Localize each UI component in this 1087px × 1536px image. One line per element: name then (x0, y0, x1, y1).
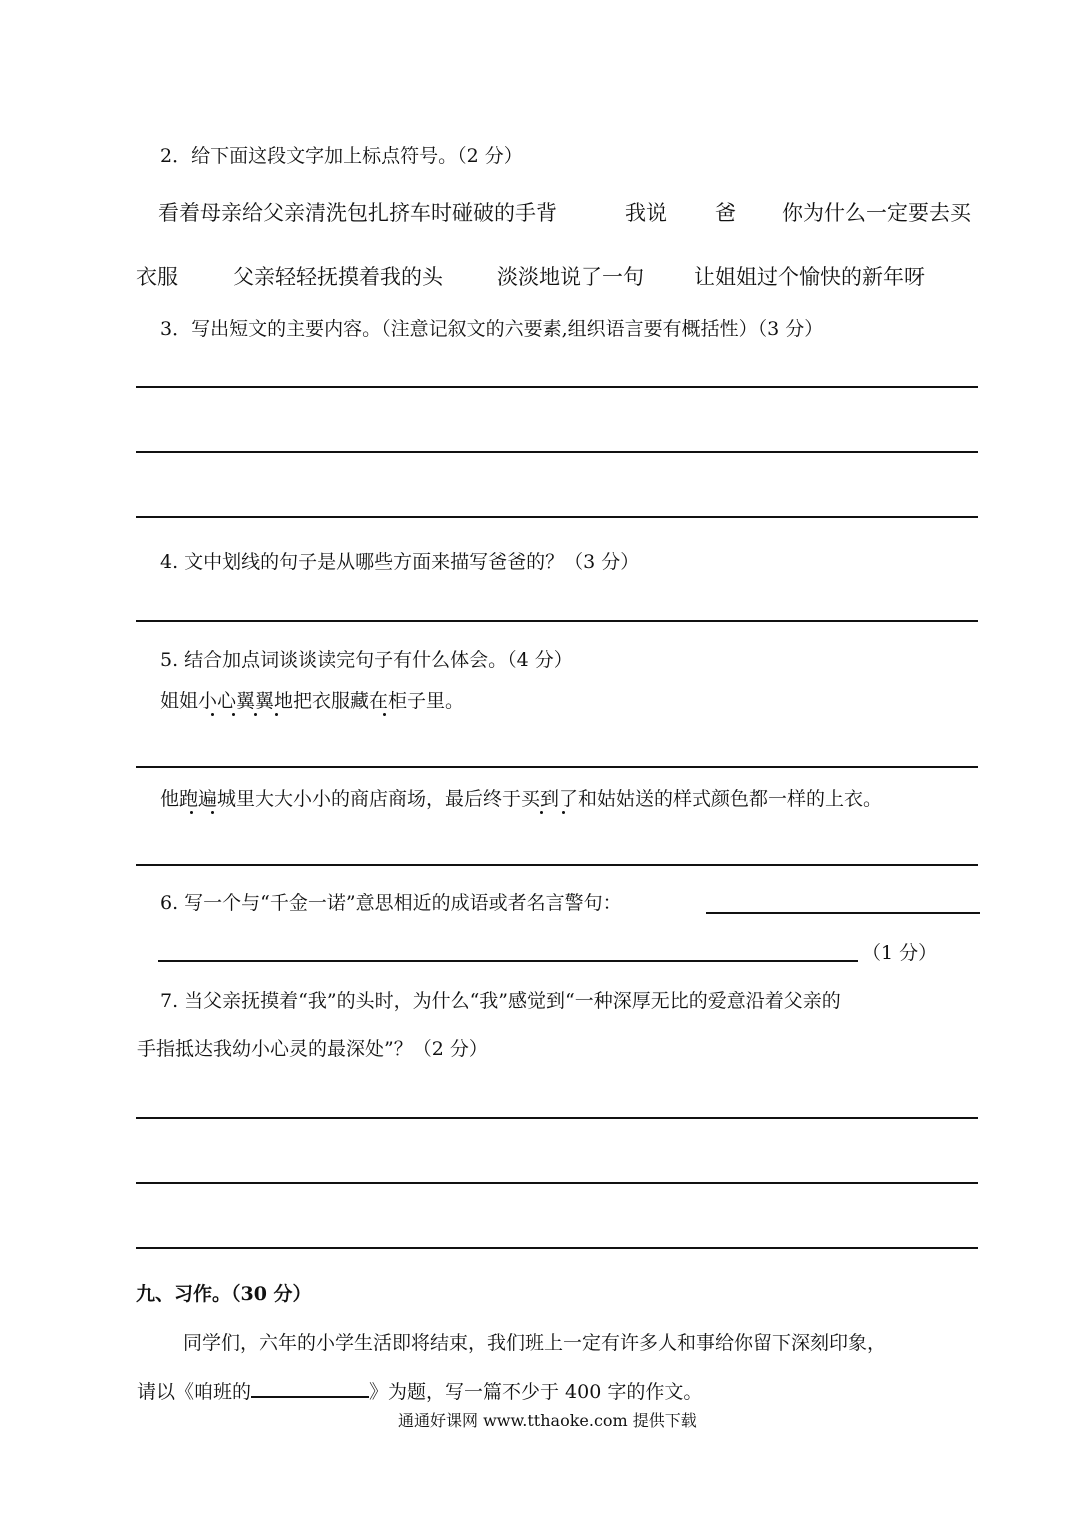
q5-prompt: 5. 结合加点词谈谈读完句子有什么体会。（4 分） (160, 649, 573, 671)
q2-line1-part3: 爸 (715, 201, 736, 225)
emphasis-dot (275, 713, 278, 716)
q2-line2-part2: 父亲轻轻抚摸着我的头 (233, 265, 443, 289)
emphasis-dot (383, 713, 386, 716)
q2-line1-part4: 你为什么一定要去买 (782, 201, 971, 225)
q2-line2-part1: 衣服 (136, 265, 178, 289)
q6-answer-line-1[interactable] (706, 912, 980, 914)
page-footer: 通通好课网 www.tthaoke.com 提供下载 (398, 1411, 697, 1430)
q7-prompt-line-1: 7. 当父亲抚摸着“我”的头时，为什么“我”感觉到“一种深厚无比的爱意沿着父亲的 (160, 990, 841, 1012)
q6-prompt: 6. 写一个与“千金一诺”意思相近的成语或者名言警句： (160, 892, 622, 914)
emphasis-dot (562, 811, 565, 814)
section9-body-line-2 (137, 1378, 702, 1405)
q3-answer-line-2[interactable] (136, 451, 978, 453)
q2-line2-part3: 淡淡地说了一句 (497, 265, 644, 289)
q2-line2-part4: 让姐姐过个愉快的新年呀 (694, 265, 925, 289)
q5-sentence-2: 他跑遍城里大大小小的商店商场，最后终于买到了和姑姑送的样式颜色都一样的上衣。 (160, 788, 883, 810)
q4-answer-line[interactable] (136, 620, 978, 622)
q2-prompt: 2．给下面这段文字加上标点符号。（2 分） (160, 145, 523, 167)
q7-prompt-line-2: 手指抵达我幼小心灵的最深处”？（2 分） (137, 1038, 488, 1060)
q2-line1-part1: 看着母亲给父亲清洗包扎挤车时碰破的手背 (158, 201, 557, 225)
q3-answer-line-3[interactable] (136, 516, 978, 518)
section9-heading: 九、习作。（30 分） (136, 1283, 312, 1305)
section9-body-after: 》为题，写一篇不少于 400 字的作文。 (369, 1381, 703, 1403)
q7-answer-line-1[interactable] (136, 1117, 978, 1119)
emphasis-dot (190, 811, 193, 814)
q5-answer-line-1[interactable] (136, 766, 978, 768)
q2-line1-part2: 我说 (625, 201, 667, 225)
section9-body-before: 请以《咱班的 (137, 1381, 252, 1403)
emphasis-dot (540, 811, 543, 814)
q7-answer-line-3[interactable] (136, 1247, 978, 1249)
q3-prompt: 3．写出短文的主要内容。（注意记叙文的六要素,组织语言要有概括性）（3 分） (160, 318, 824, 340)
emphasis-dot (254, 713, 257, 716)
emphasis-dot (211, 811, 214, 814)
q7-answer-line-2[interactable] (136, 1182, 978, 1184)
q6-answer-line-2[interactable] (158, 960, 858, 962)
q3-answer-line-1[interactable] (136, 386, 978, 388)
q5-answer-line-2[interactable] (136, 864, 978, 866)
q6-score: （1 分） (862, 942, 938, 964)
essay-title-blank[interactable] (251, 1378, 369, 1398)
section9-body-line-1: 同学们，六年的小学生活即将结束，我们班上一定有许多人和事给你留下深刻印象， (183, 1332, 887, 1354)
emphasis-dot (232, 713, 235, 716)
q5-sentence-1: 姐姐小心翼翼地把衣服藏在柜子里。 (160, 690, 465, 712)
q4-prompt: 4. 文中划线的句子是从哪些方面来描写爸爸的？（3 分） (160, 551, 640, 573)
emphasis-dot (211, 713, 214, 716)
